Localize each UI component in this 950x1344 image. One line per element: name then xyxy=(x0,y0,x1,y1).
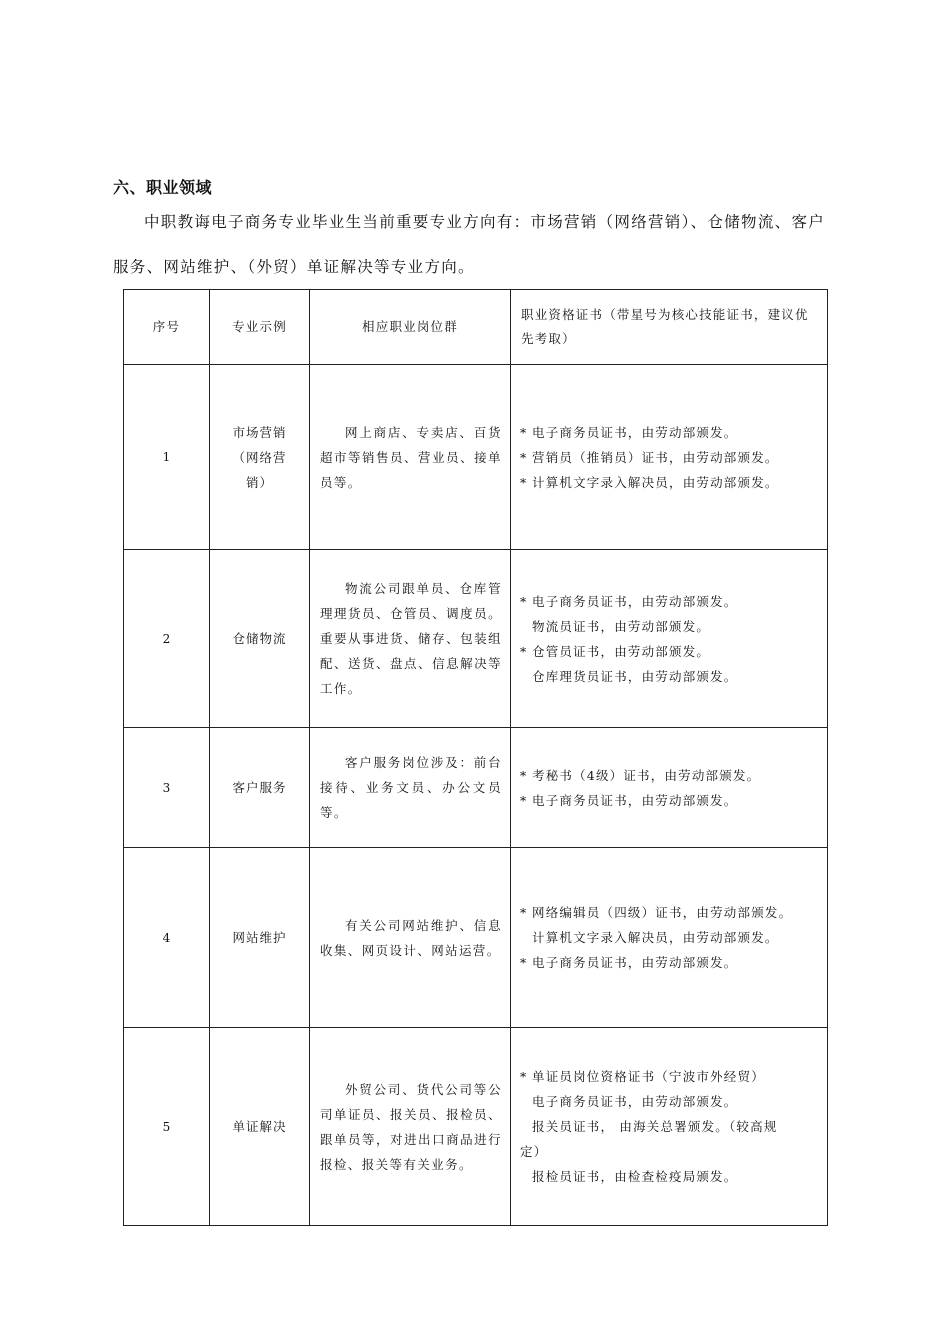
table-row xyxy=(124,365,828,550)
row-specialty xyxy=(210,1028,310,1226)
row-jobs xyxy=(310,848,511,1028)
row-specialty xyxy=(210,365,310,550)
cert-item xyxy=(520,1139,819,1164)
table-row xyxy=(124,1028,828,1226)
cert-item xyxy=(520,925,819,950)
row-index: 3 xyxy=(124,728,210,848)
cert-item xyxy=(520,1114,819,1139)
row-jobs xyxy=(310,1028,511,1226)
cert-text: 计算机文字录入解决员，由劳动部颁发。 xyxy=(532,930,779,945)
cert-item xyxy=(520,589,819,614)
jobs-text: 外贸公司、货代公司等公司单证员、报关员、报检员、跟单员等，对进出口商品进行报检、报关等有关业务。 xyxy=(320,1081,502,1172)
asterisk-icon: * xyxy=(520,1069,528,1084)
cert-item xyxy=(520,763,819,788)
intro-paragraph-line-1: 中职教诲电子商务专业毕业生当前重要专业方向有：市场营销（网络营销）、仓储物流、客户 xyxy=(144,213,826,231)
cert-text: 仓库理货员证书，由劳动部颁发。 xyxy=(532,668,738,684)
asterisk-icon: * xyxy=(520,767,528,783)
row-jobs xyxy=(310,728,511,848)
cert-item xyxy=(520,1089,819,1114)
asterisk-icon: * xyxy=(520,643,528,659)
table-row xyxy=(124,728,828,848)
cert-item xyxy=(520,639,819,664)
asterisk-icon: * xyxy=(520,424,528,440)
cert-text: 营销员（推销员）证书，由劳动部颁发。 xyxy=(532,449,779,465)
cert-item xyxy=(520,1164,819,1189)
cert-text: 报关员证书， 由海关总署颁发。（较高规 xyxy=(532,1119,778,1134)
cert-item xyxy=(520,420,819,445)
cert-item xyxy=(520,445,819,470)
asterisk-icon: * xyxy=(520,955,528,970)
jobs-text: 有关公司网站维护、信息收集、网页设计、网站运营。 xyxy=(320,917,502,958)
career-field-table xyxy=(123,289,828,1226)
row-index: 1 xyxy=(124,365,210,550)
cert-text: 电子商务员证书，由劳动部颁发。 xyxy=(532,593,738,609)
jobs-text: 物流公司跟单员、仓库管理理货员、仓管员、调度员。重要从事进货、储存、包装组配、送货、盘点、信息解决等工作。 xyxy=(320,581,502,696)
row-index: 5 xyxy=(124,1028,210,1226)
row-certs xyxy=(511,728,828,848)
section-heading: 六、职业领域 xyxy=(113,178,213,197)
header-index: 序号 xyxy=(124,290,210,365)
jobs-text: 客户服务岗位涉及：前台接待、业务文员、办公文员等。 xyxy=(320,755,502,820)
header-certs: 职业资格证书（带星号为核心技能证书，建议优先考取） xyxy=(511,290,828,365)
cert-text: 电子商务员证书，由劳动部颁发。 xyxy=(532,424,738,440)
specialty-text: 市场营销（网络营销） xyxy=(232,424,287,490)
row-certs xyxy=(511,1028,828,1226)
row-certs xyxy=(511,848,828,1028)
jobs-text: 网上商店、专卖店、百货超市等销售员、营业员、接单员等。 xyxy=(320,424,502,490)
cert-text: 报检员证书，由检查检疫局颁发。 xyxy=(532,1169,738,1184)
asterisk-icon: * xyxy=(520,593,528,609)
cert-text: 考秘书（4级）证书，由劳动部颁发。 xyxy=(532,767,761,783)
cert-text: 电子商务员证书，由劳动部颁发。 xyxy=(532,1094,738,1109)
row-certs xyxy=(511,365,828,550)
cert-text: 单证员岗位资格证书（宁波市外经贸） xyxy=(532,1069,765,1084)
cert-item xyxy=(520,900,819,925)
cert-text: 电子商务员证书，由劳动部颁发。 xyxy=(532,792,738,808)
row-jobs xyxy=(310,365,511,550)
cert-item xyxy=(520,614,819,639)
table-header-row xyxy=(124,290,828,365)
asterisk-icon: * xyxy=(520,905,528,920)
row-specialty xyxy=(210,848,310,1028)
table-row xyxy=(124,848,828,1028)
asterisk-icon: * xyxy=(520,792,528,808)
cert-text: 计算机文字录入解决员，由劳动部颁发。 xyxy=(532,474,779,490)
row-jobs xyxy=(310,550,511,728)
asterisk-icon: * xyxy=(520,474,528,490)
specialty-text: 单证解决 xyxy=(232,1119,287,1134)
specialty-text: 仓储物流 xyxy=(232,631,287,646)
cert-text: 物流员证书，由劳动部颁发。 xyxy=(532,618,711,634)
cert-item xyxy=(520,1064,819,1089)
specialty-text: 网站维护 xyxy=(232,930,287,945)
specialty-text: 客户服务 xyxy=(232,780,287,795)
cert-text: 仓管员证书，由劳动部颁发。 xyxy=(532,643,711,659)
cert-item xyxy=(520,470,819,495)
cert-text: 网络编辑员（四级）证书，由劳动部颁发。 xyxy=(532,905,793,920)
header-jobs: 相应职业岗位群 xyxy=(310,290,511,365)
cert-item xyxy=(520,788,819,813)
row-certs xyxy=(511,550,828,728)
row-specialty xyxy=(210,728,310,848)
cert-item xyxy=(520,950,819,975)
row-index: 2 xyxy=(124,550,210,728)
intro-paragraph-line-2: 服务、网站维护、（外贸）单证解决等专业方向。 xyxy=(113,258,475,276)
row-index: 4 xyxy=(124,848,210,1028)
row-specialty xyxy=(210,550,310,728)
table-row xyxy=(124,550,828,728)
cert-text: 定） xyxy=(520,1144,548,1159)
cert-item xyxy=(520,664,819,689)
header-specialty: 专业示例 xyxy=(210,290,310,365)
asterisk-icon: * xyxy=(520,449,528,465)
cert-text: 电子商务员证书，由劳动部颁发。 xyxy=(532,955,738,970)
